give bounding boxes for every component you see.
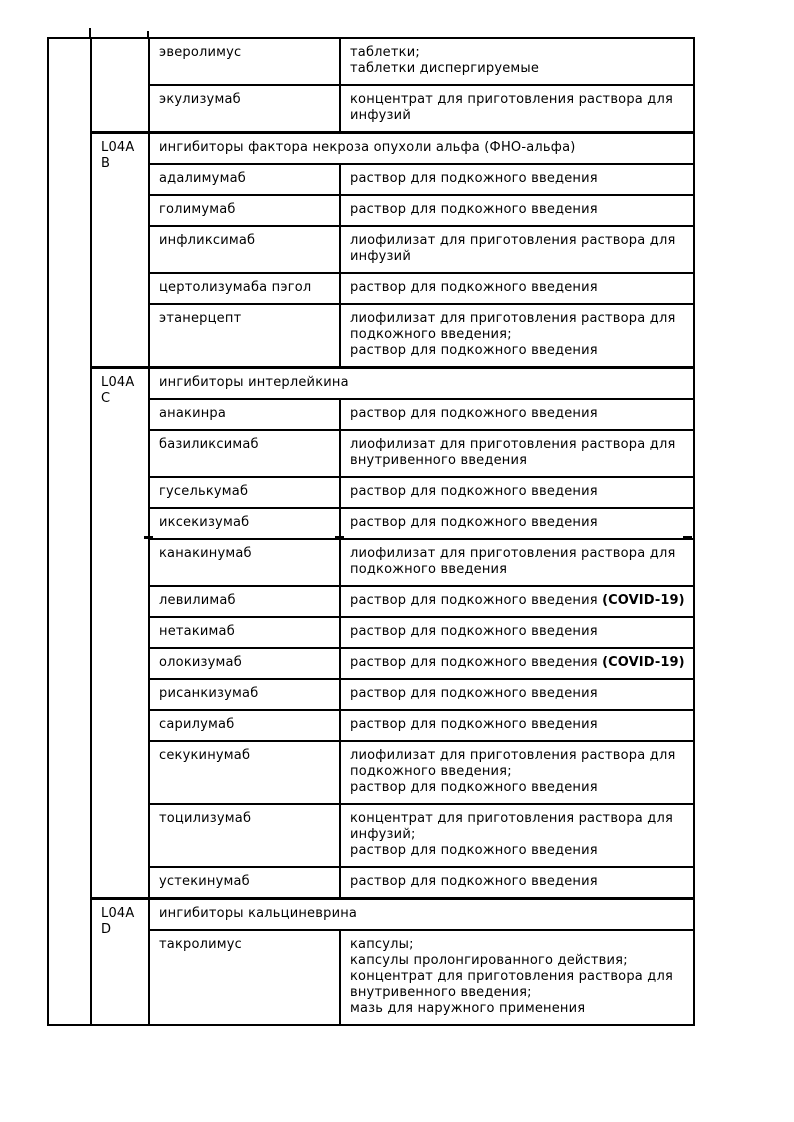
section-code-cell: L04AD bbox=[91, 899, 149, 1026]
drug-name-cell: анакинра bbox=[149, 399, 340, 430]
drug-name-cell: инфликсимаб bbox=[149, 226, 340, 273]
section-title-cell: ингибиторы кальциневрина bbox=[149, 899, 694, 931]
section-header-row bbox=[48, 368, 694, 400]
section-code-cell: L04AC bbox=[91, 368, 149, 899]
dosage-form-cell: раствор для подкожного введения (COVID-19) bbox=[340, 648, 694, 679]
drug-name-cell: такролимус bbox=[149, 930, 340, 1025]
dosage-form-cell: концентрат для приготовления раствора для инфузий; раствор для подкожного введения bbox=[340, 804, 694, 867]
drug-name-cell: тоцилизумаб bbox=[149, 804, 340, 867]
drug-name-cell: левилимаб bbox=[149, 586, 340, 617]
dosage-form-cell: раствор для подкожного введения bbox=[340, 195, 694, 226]
table-line-artifact bbox=[144, 536, 153, 539]
table-wrapper bbox=[47, 37, 695, 1026]
drug-name-cell: адалимумаб bbox=[149, 164, 340, 195]
section-header-row bbox=[48, 899, 694, 931]
dosage-form-cell: лиофилизат для приготовления раствора для внутривенного введения bbox=[340, 430, 694, 477]
dosage-form-cell: раствор для подкожного введения bbox=[340, 617, 694, 648]
dosage-form-cell: раствор для подкожного введения bbox=[340, 867, 694, 899]
drug-row bbox=[48, 38, 694, 85]
drug-name-cell: эверолимус bbox=[149, 38, 340, 85]
drug-table bbox=[47, 37, 695, 1026]
drug-name-cell: сарилумаб bbox=[149, 710, 340, 741]
dosage-form-cell: концентрат для приготовления раствора для инфузий bbox=[340, 85, 694, 133]
dosage-form-cell: таблетки; таблетки диспергируемые bbox=[340, 38, 694, 85]
table-line-artifact bbox=[147, 31, 149, 37]
table-line-artifact bbox=[335, 536, 344, 539]
dosage-form-cell: раствор для подкожного введения (COVID-19) bbox=[340, 586, 694, 617]
drug-name-cell: голимумаб bbox=[149, 195, 340, 226]
drug-name-cell: экулизумаб bbox=[149, 85, 340, 133]
drug-name-cell: цертолизумаба пэгол bbox=[149, 273, 340, 304]
outer-spacer-cell bbox=[48, 38, 91, 1025]
dosage-form-cell: раствор для подкожного введения bbox=[340, 477, 694, 508]
dosage-form-cell: капсулы; капсулы пролонгированного действия; концентрат для приготовления раствора для внутривенного введения; мазь для наружного применения bbox=[340, 930, 694, 1025]
section-title-cell: ингибиторы интерлейкина bbox=[149, 368, 694, 400]
section-title-cell: ингибиторы фактора некроза опухоли альфа (ФНО-альфа) bbox=[149, 133, 694, 165]
dosage-form-cell: лиофилизат для приготовления раствора для подкожного введения bbox=[340, 539, 694, 586]
dosage-form-cell: лиофилизат для приготовления раствора для инфузий bbox=[340, 226, 694, 273]
drug-name-cell: рисанкизумаб bbox=[149, 679, 340, 710]
dosage-form-cell: раствор для подкожного введения bbox=[340, 164, 694, 195]
drug-name-cell: гуселькумаб bbox=[149, 477, 340, 508]
section-header-row bbox=[48, 133, 694, 165]
dosage-form-cell: лиофилизат для приготовления раствора для подкожного введения; раствор для подкожного введения bbox=[340, 304, 694, 368]
dosage-form-cell: раствор для подкожного введения bbox=[340, 679, 694, 710]
dosage-form-cell: раствор для подкожного введения bbox=[340, 399, 694, 430]
drug-name-cell: нетакимаб bbox=[149, 617, 340, 648]
drug-name-cell: канакинумаб bbox=[149, 539, 340, 586]
drug-name-cell: базиликсимаб bbox=[149, 430, 340, 477]
dosage-form-cell: раствор для подкожного введения bbox=[340, 273, 694, 304]
drug-name-cell: олокизумаб bbox=[149, 648, 340, 679]
table-line-artifact bbox=[89, 28, 91, 37]
drug-name-cell: секукинумаб bbox=[149, 741, 340, 804]
dosage-form-cell: раствор для подкожного введения bbox=[340, 710, 694, 741]
drug-name-cell: иксекизумаб bbox=[149, 508, 340, 539]
code-column-spacer-cell bbox=[91, 38, 149, 133]
dosage-form-cell: лиофилизат для приготовления раствора для подкожного введения; раствор для подкожного введения bbox=[340, 741, 694, 804]
section-code-cell: L04AB bbox=[91, 133, 149, 368]
drug-name-cell: этанерцепт bbox=[149, 304, 340, 368]
drug-name-cell: устекинумаб bbox=[149, 867, 340, 899]
table-line-artifact bbox=[683, 536, 692, 539]
dosage-form-cell: раствор для подкожного введения bbox=[340, 508, 694, 539]
